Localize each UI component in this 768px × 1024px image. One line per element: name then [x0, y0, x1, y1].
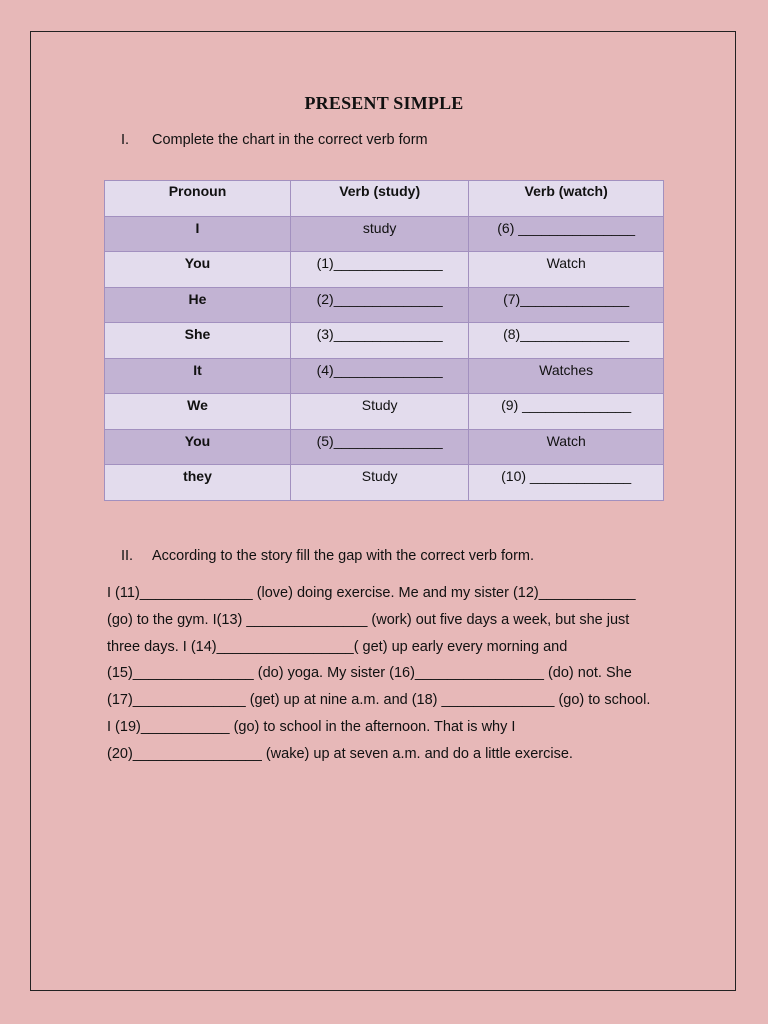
watch-cell: Watch [469, 429, 664, 465]
pronoun-cell: You [105, 252, 291, 288]
table-row [105, 394, 664, 430]
study-cell[interactable]: (2)______________ [291, 287, 469, 323]
pronoun-cell: You [105, 429, 291, 465]
table-row [105, 465, 664, 501]
story-line[interactable]: three days. I (14)_________________( get) up early every morning and [107, 638, 568, 655]
section-1-instruction: Complete the chart in the correct verb form [152, 132, 428, 148]
page-frame [30, 31, 736, 991]
pronoun-cell: I [105, 216, 291, 252]
header-verb-watch: Verb (watch) [469, 181, 664, 217]
study-cell[interactable]: (4)______________ [291, 358, 469, 394]
story-line[interactable]: (20)________________ (wake) up at seven a.m. and do a little exercise. [107, 745, 573, 762]
watch-cell: Watch [469, 252, 664, 288]
pronoun-cell: We [105, 394, 291, 430]
watch-cell[interactable]: (10) _____________ [469, 465, 664, 501]
section-2-instruction: According to the story fill the gap with the correct verb form. [152, 548, 534, 564]
watch-cell[interactable]: (6) _______________ [469, 216, 664, 252]
story-paragraph [107, 580, 667, 768]
study-cell[interactable]: (3)______________ [291, 323, 469, 359]
study-cell: Study [291, 394, 469, 430]
watch-cell[interactable]: (9) ______________ [469, 394, 664, 430]
page-title: PRESENT SIMPLE [304, 93, 464, 113]
story-line[interactable]: I (11)______________ (love) doing exercise. Me and my sister (12)____________ [107, 585, 636, 601]
watch-cell[interactable]: (8)______________ [469, 323, 664, 359]
table-row [105, 216, 664, 252]
pronoun-cell: He [105, 287, 291, 323]
study-cell[interactable]: (5)______________ [291, 429, 469, 465]
story-line[interactable]: (15)_______________ (do) yoga. My sister (16)________________ (do) not. She [107, 665, 632, 682]
watch-cell: Watches [469, 358, 664, 394]
story-line[interactable]: (go) to the gym. I(13) _______________ (work) out five days a week, but she just [107, 611, 630, 628]
table-row [105, 323, 664, 359]
table-row [105, 358, 664, 394]
story-line[interactable]: (17)______________ (get) up at nine a.m. and (18) ______________ (go) to school. [107, 692, 651, 709]
section-2-heading [121, 548, 534, 564]
header-verb-study: Verb (study) [291, 181, 469, 217]
pronoun-cell: It [105, 358, 291, 394]
table-row [105, 252, 664, 288]
verb-chart-table [104, 180, 664, 501]
section-2-numeral: II. [121, 548, 134, 564]
section-1-numeral: I. [121, 132, 130, 148]
watch-cell[interactable]: (7)______________ [469, 287, 664, 323]
table-header-row [105, 181, 664, 217]
story-line[interactable]: I (19)___________ (go) to school in the afternoon. That is why I [107, 718, 516, 735]
study-cell: study [291, 216, 469, 252]
study-cell[interactable]: (1)______________ [291, 252, 469, 288]
study-cell: Study [291, 465, 469, 501]
table-row [105, 287, 664, 323]
pronoun-cell: they [105, 465, 291, 501]
table-row [105, 429, 664, 465]
section-1-heading [121, 132, 428, 148]
pronoun-cell: She [105, 323, 291, 359]
header-pronoun: Pronoun [105, 181, 291, 217]
